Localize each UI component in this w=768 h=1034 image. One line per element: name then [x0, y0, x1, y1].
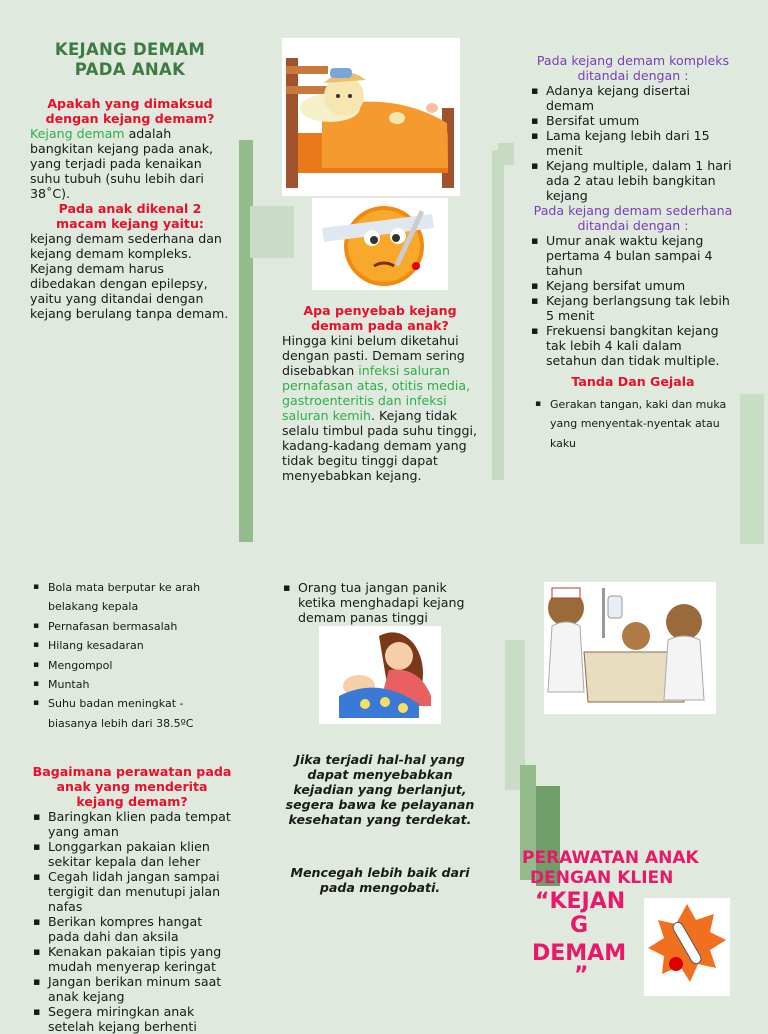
- column-types: [530, 53, 736, 453]
- column-symptoms: [32, 578, 232, 733]
- definition-text: adalah bangkitan kejang pada anak, yang terjadi pada kenaikan suhu tubuh (suhu lebih dari 38˚C).: [30, 126, 214, 201]
- list-item: ▪ Mengompol: [32, 656, 232, 675]
- sederhana-heading: Pada kejang demam sederhana ditandai dengan :: [533, 203, 733, 233]
- list-item: ▪ Frekuensi bangkitan kejang tak lebih 4 kali dalam setahun dan tidak multiple.: [530, 323, 736, 368]
- caring-mother-icon: [319, 626, 441, 724]
- cover-line-1: PERAWATAN ANAK: [522, 848, 699, 868]
- question-definition: Apakah yang dimaksud dengan kejang demam?: [45, 96, 215, 126]
- sederhana-list: [530, 233, 736, 368]
- advice-list: [282, 580, 478, 625]
- list-item: ▪ Jangan berikan minum saat anak kejang: [32, 974, 232, 1004]
- nurse-bears-icon: [544, 582, 716, 714]
- cover-line-5: DEMAM: [532, 941, 627, 966]
- care-heading: Bagaimana perawatan pada anak yang menderita kejang demam?: [32, 764, 232, 809]
- divider-bar: [498, 143, 514, 165]
- fever-emoji-icon: [312, 198, 448, 290]
- sick-child-in-bed-icon: [282, 38, 460, 196]
- list-item: ▪ Kejang berlangsung tak lebih 5 menit: [530, 293, 736, 323]
- symptoms-list: [32, 578, 232, 733]
- divider-bar: [492, 150, 504, 480]
- list-item: ▪ Kejang multiple, dalam 1 hari ada 2 atau lebih bangkitan kejang: [530, 158, 736, 203]
- cause-text-1: Hingga kini belum diketahui dengan pasti. Demam sering disebabkan: [282, 333, 465, 378]
- list-item: ▪ Kenakan pakaian tipis yang mudah menyerap keringat: [32, 944, 232, 974]
- cover-line-3: “KEJAN: [535, 889, 626, 914]
- page-title: KEJANG DEMAM PADA ANAK: [54, 40, 206, 79]
- care-list: [32, 809, 232, 1034]
- list-item: ▪ Baringkan klien pada tempat yang aman: [32, 809, 232, 839]
- cause-text-2: . Kejang tidak selalu timbul pada suhu tinggi, kadang-kadang demam yang tidak begitu tinggi dapat menyebabkan kejang.: [282, 408, 478, 483]
- list-item: ▪ Segera miringkan anak setelah kejang berhenti: [32, 1004, 232, 1034]
- column-intro: [30, 40, 230, 321]
- list-item: ▪ Orang tua jangan panik ketika menghadapi kejang demam panas tinggi: [282, 580, 478, 625]
- types-paragraph: kejang demam sederhana dan kejang demam kompleks. Kejang demam harus dibedakan dengan epilepsy, yaitu yang ditandai dengan kejang berulang tanpa demam.: [30, 231, 229, 321]
- warning-text: Jika terjadi hal-hal yang dapat menyebabkan kejadian yang berlanjut, segera bawa ke pelayanan kesehatan yang terdekat.: [285, 752, 475, 827]
- list-item: ▪ Berikan kompres hangat pada dahi dan aksila: [32, 914, 232, 944]
- tanda-list: [530, 395, 736, 453]
- divider-bar: [239, 140, 253, 542]
- divider-bar: [740, 394, 764, 544]
- tanda-heading: Tanda Dan Gejala: [571, 374, 695, 389]
- list-item: ▪ Lama kejang lebih dari 15 menit: [530, 128, 736, 158]
- list-item: ▪ Bersifat umum: [530, 113, 736, 128]
- list-item: ▪ Umur anak waktu kejang pertama 4 bulan sampai 4 tahun: [530, 233, 736, 278]
- list-item: ▪ Bola mata berputar ke arah belakang kepala: [32, 578, 232, 617]
- cause-paragraph: [282, 333, 478, 483]
- cover-line-2: DENGAN KLIEN: [530, 868, 674, 888]
- cover-line-4: G: [570, 913, 589, 938]
- column-cause: [282, 303, 478, 483]
- kompleks-list: [530, 83, 736, 203]
- definition-term: Kejang demam: [30, 126, 125, 141]
- kompleks-heading: Pada kejang demam kompleks ditandai dengan :: [536, 53, 730, 83]
- list-item: ▪ Pernafasan bermasalah: [32, 617, 232, 636]
- list-item: ▪ Suhu badan meningkat - biasanya lebih dari 38.5ºC: [32, 694, 232, 733]
- motto-text: Mencegah lebih baik dari pada mengobati.: [290, 865, 470, 895]
- column-advice: [282, 580, 478, 625]
- fever-thermometer-icon: [644, 898, 730, 996]
- cover-line-6: ”: [574, 963, 589, 988]
- column-care: [32, 764, 232, 1034]
- list-item: ▪ Adanya kejang disertai demam: [530, 83, 736, 113]
- cause-infections: infeksi saluran pernafasan atas, otitis media, gastroenteritis dan infeksi saluran kemih: [282, 363, 471, 423]
- definition-paragraph: [30, 126, 230, 201]
- list-item: ▪ Longgarkan pakaian klien sekitar kepala dan leher: [32, 839, 232, 869]
- question-types: Pada anak dikenal 2 macam kejang yaitu:: [56, 201, 204, 231]
- question-cause: Apa penyebab kejang demam pada anak?: [303, 303, 457, 333]
- list-item: ▪ Gerakan tangan, kaki dan muka yang menyentak-nyentak atau kaku: [534, 395, 736, 453]
- list-item: ▪ Hilang kesadaran: [32, 636, 232, 655]
- column-warning: [282, 752, 478, 895]
- list-item: ▪ Muntah: [32, 675, 232, 694]
- list-item: ▪ Cegah lidah jangan sampai tergigit dan menutupi jalan nafas: [32, 869, 232, 914]
- divider-bar: [250, 206, 294, 258]
- list-item: ▪ Kejang bersifat umum: [530, 278, 736, 293]
